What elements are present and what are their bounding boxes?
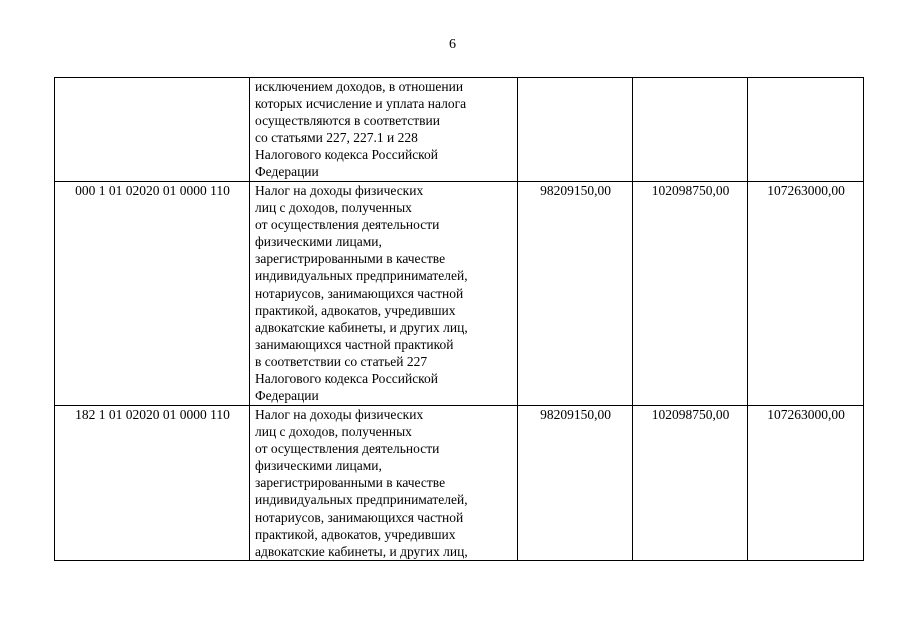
name-line: осуществляются в соответствии — [255, 113, 440, 129]
name-line: зарегистрированными в качестве — [255, 251, 446, 267]
name-line: индивидуальных предпринимателей, — [255, 492, 468, 508]
name-line: в соответствии со статьей 227 — [255, 353, 428, 369]
row-code-cell — [55, 78, 250, 182]
table-row — [55, 182, 864, 406]
row-year1-cell — [518, 78, 633, 182]
row-year3-cell: 107263000,00 — [748, 182, 864, 406]
revenue-table — [54, 77, 864, 561]
name-line: которых исчисление и уплата налога — [255, 96, 467, 112]
name-line: физическими лицами, — [255, 458, 382, 474]
row-code-cell: 000 1 01 02020 01 0000 110 — [55, 182, 250, 406]
name-line: Федерации — [255, 164, 319, 180]
name-line: Федерации — [255, 388, 319, 404]
row-year3-cell: 107263000,00 — [748, 406, 864, 561]
row-year2-cell: 102098750,00 — [633, 182, 748, 406]
row-code-cell: 182 1 01 02020 01 0000 110 — [55, 406, 250, 561]
name-line: от осуществления деятельности — [255, 217, 440, 233]
row-name-cell — [250, 406, 518, 561]
name-line: от осуществления деятельности — [255, 441, 440, 457]
row-year1-cell: 98209150,00 — [518, 182, 633, 406]
name-line: адвокатские кабинеты, и других лиц, — [255, 543, 468, 559]
table-row — [55, 406, 864, 561]
name-line: Налогового кодекса Российской — [255, 147, 439, 163]
row-name-cell — [250, 78, 518, 182]
name-line: со статьями 227, 227.1 и 228 — [255, 130, 418, 146]
table-row — [55, 78, 864, 182]
name-line: практикой, адвокатов, учредивших — [255, 302, 456, 318]
name-line: занимающихся частной практикой — [255, 336, 454, 352]
row-year3-cell — [748, 78, 864, 182]
name-line: практикой, адвокатов, учредивших — [255, 526, 456, 542]
name-line: Налог на доходы физических — [255, 183, 424, 198]
name-line: Налогового кодекса Российской — [255, 371, 439, 387]
row-year2-cell: 102098750,00 — [633, 406, 748, 561]
name-line: нотариусов, занимающихся частной — [255, 285, 464, 301]
row-name-cell — [250, 182, 518, 406]
name-line: физическими лицами, — [255, 234, 382, 250]
name-line: исключением доходов, в отношении — [255, 79, 464, 94]
name-line: зарегистрированными в качестве — [255, 475, 446, 491]
name-line: индивидуальных предпринимателей, — [255, 268, 468, 284]
name-line: нотариусов, занимающихся частной — [255, 509, 464, 525]
row-year2-cell — [633, 78, 748, 182]
row-year1-cell: 98209150,00 — [518, 406, 633, 561]
name-line: лиц с доходов, полученных — [255, 424, 412, 440]
name-line: адвокатские кабинеты, и других лиц, — [255, 319, 468, 335]
page-number: 6 — [449, 37, 456, 52]
name-line: лиц с доходов, полученных — [255, 200, 412, 216]
name-line: Налог на доходы физических — [255, 407, 424, 422]
